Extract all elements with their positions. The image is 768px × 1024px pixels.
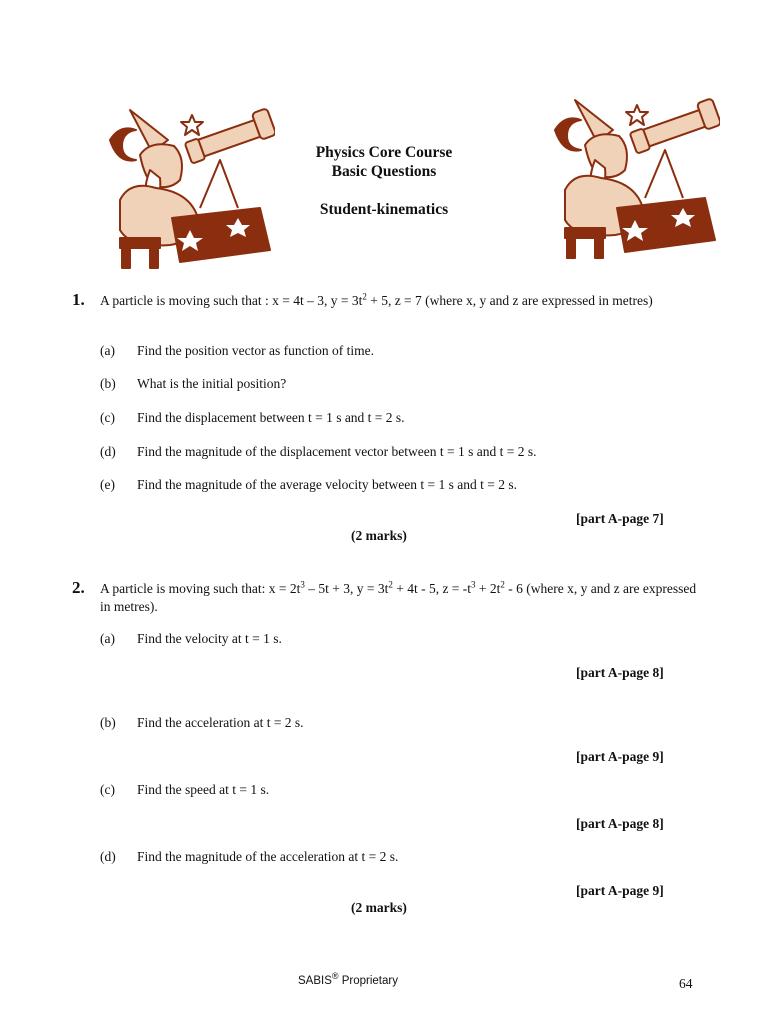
- question-2-part-a-text: Find the velocity at t = 1 s.: [137, 631, 282, 646]
- question-1-part-a-letter: (a): [100, 343, 115, 358]
- footer-proprietary-text: Proprietary: [338, 975, 398, 987]
- course-subtitle: Basic Questions: [331, 163, 437, 180]
- question-2-part-c-reference: [part A-page 8]: [576, 816, 664, 831]
- document-title: [284, 143, 484, 219]
- question-2-marks: (2 marks): [351, 900, 407, 915]
- question-1-part-e-letter: (e): [100, 477, 115, 492]
- course-title: Physics Core Course: [315, 144, 453, 161]
- question-2-part-b-text: Find the acceleration at t = 2 s.: [137, 715, 304, 730]
- page-number: 64: [679, 976, 693, 991]
- wizard-telescope-illustration-left: [100, 100, 275, 270]
- question-number-1: 1.: [72, 290, 85, 309]
- question-1-part-b-letter: (b): [100, 376, 116, 391]
- footer-proprietary: [298, 971, 398, 987]
- question-1-part-c-text: Find the displacement between t = 1 s and t = 2 s.: [137, 410, 405, 425]
- question-2-text: A particle is moving such that: $x = 2t^3 - 5t + 3$, $y = 3t^2 + 4t - 5$, $z = -t^3 + 2t^2 - 6$ (where x, y and z are expressed in metres).: [100, 579, 697, 614]
- question-2-part-d-reference: [part A-page 9]: [576, 883, 664, 898]
- question-1-part-e-text: Find the magnitude of the average velocity between t = 1 s and t = 2 s.: [137, 477, 518, 492]
- question-1-part-d-letter: (d): [100, 444, 116, 459]
- question-1-part-b-text: What is the initial position?: [137, 376, 287, 391]
- question-number-2: 2.: [72, 578, 85, 597]
- question-1-marks: (2 marks): [351, 528, 407, 543]
- question-1-text: A particle is moving such that : x = 4t – 3, $y = 3t^2 + 5$, z = 7 (where x, y and z are expressed in metres): [100, 291, 653, 308]
- question-2-part-d-letter: (d): [100, 849, 116, 864]
- question-1-part-d-text: Find the magnitude of the displacement vector between t = 1 s and t = 2 s.: [137, 444, 537, 459]
- question-2-part-c-text: Find the speed at t = 1 s.: [137, 782, 270, 797]
- topic-title: Student-kinematics: [319, 201, 449, 218]
- registered-mark: ®: [331, 971, 339, 982]
- question-2-part-b-reference: [part A-page 9]: [576, 749, 664, 764]
- question-2-part-a-letter: (a): [100, 631, 115, 646]
- footer-brand: SABIS: [298, 975, 332, 987]
- question-2-part-b-letter: (b): [100, 715, 116, 730]
- question-1-reference: [part A-page 7]: [576, 511, 664, 526]
- wizard-telescope-illustration-right: [545, 90, 720, 260]
- question-1-part-a-text: Find the position vector as function of time.: [137, 343, 374, 358]
- question-1-part-c-letter: (c): [100, 410, 115, 425]
- question-2-part-a-reference: [part A-page 8]: [576, 665, 664, 680]
- question-2-part-d-text: Find the magnitude of the acceleration at t = 2 s.: [137, 849, 399, 864]
- question-2-part-c-letter: (c): [100, 782, 115, 797]
